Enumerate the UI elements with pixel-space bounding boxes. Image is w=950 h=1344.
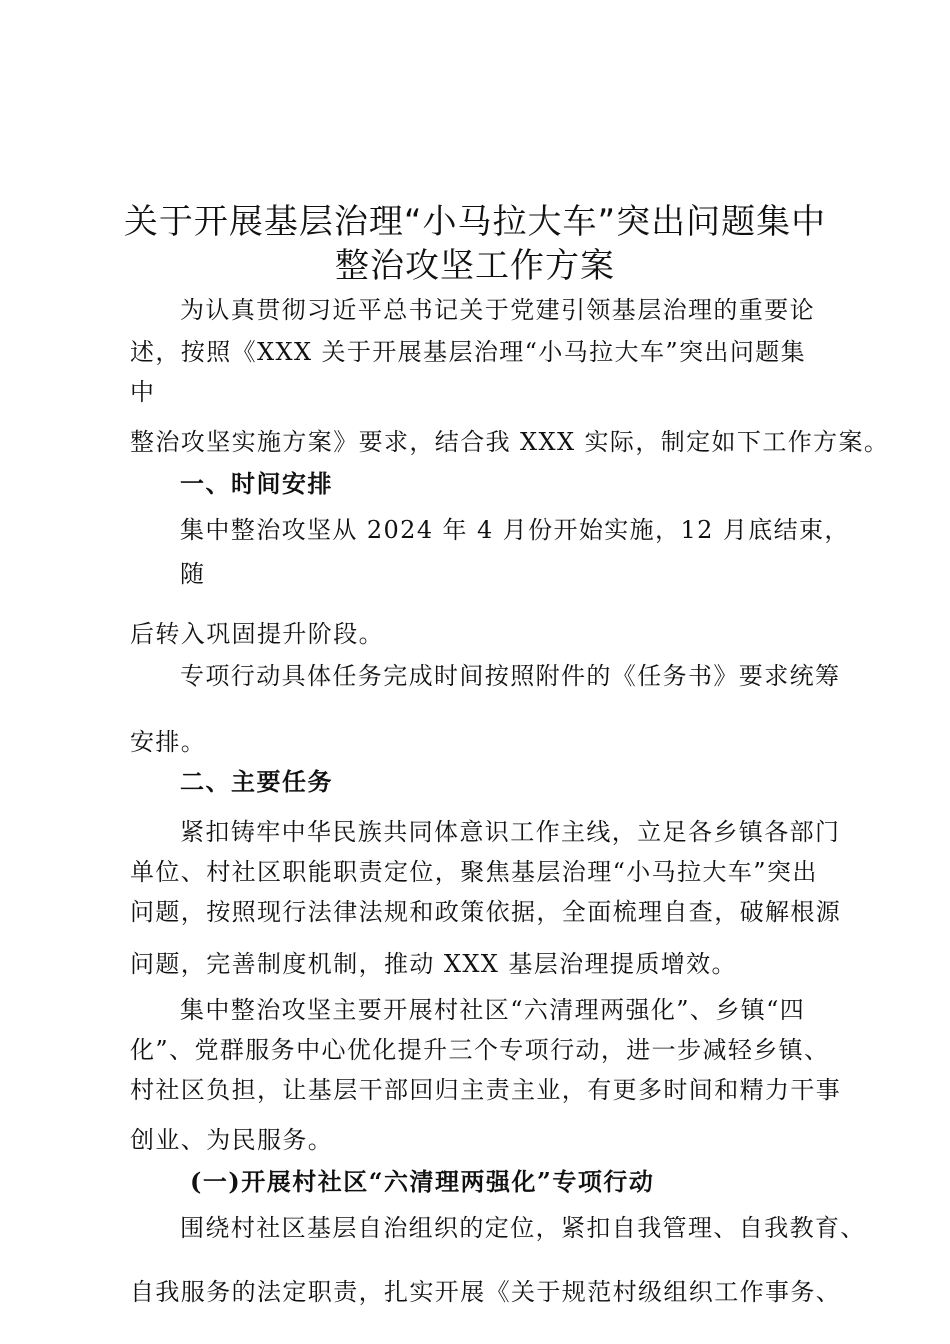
section-2-line-7: 村社区负担，让基层干部回归主责主业，有更多时间和精力干事 <box>130 1076 842 1104</box>
subsection-1-line-1: 围绕村社区基层自治组织的定位，紧扣自我管理、自我教育、 <box>180 1214 866 1242</box>
intro-line-4: 整治攻坚实施方案》要求，结合我 XXX 实际，制定如下工作方案。 <box>130 428 890 456</box>
section-1-heading: 一、时间安排 <box>180 470 333 498</box>
section-1-line-4: 专项行动具体任务完成时间按照附件的《任务书》要求统筹 <box>180 662 841 690</box>
section-2-line-3: 问题，按照现行法律法规和政策依据，全面梳理自查，破解根源 <box>130 898 842 926</box>
section-1-line-1: 集中整治攻坚从 2024 年 4 月份开始实施，12 月底结束， <box>180 516 850 544</box>
section-2-line-6: 化”、党群服务中心优化提升三个专项行动，进一步减轻乡镇、 <box>130 1036 830 1064</box>
intro-line-2: 述，按照《XXX 关于开展基层治理“小马拉大车”突出问题集 <box>130 338 807 366</box>
section-2-line-8: 创业、为民服务。 <box>130 1126 334 1154</box>
document-title-line-1: 关于开展基层治理“小马拉大车”突出问题集中 <box>123 202 827 242</box>
section-1-line-5: 安排。 <box>130 728 207 756</box>
intro-line-3: 中 <box>130 378 156 406</box>
section-2-line-2: 单位、村社区职能职责定位，聚焦基层治理“小马拉大车”突出 <box>130 858 818 886</box>
document-title-line-2: 整治攻坚工作方案 <box>335 246 615 286</box>
section-2-heading: 二、主要任务 <box>180 768 333 796</box>
intro-line-1: 为认真贯彻习近平总书记关于党建引领基层治理的重要论 <box>180 296 815 324</box>
subsection-1-line-2: 自我服务的法定职责，扎实开展《关于规范村级组织工作事务、 <box>130 1278 842 1306</box>
section-2-line-5: 集中整治攻坚主要开展村社区“六清理两强化”、乡镇“四 <box>180 996 806 1024</box>
section-2-line-1: 紧扣铸牢中华民族共同体意识工作主线，立足各乡镇各部门 <box>180 818 841 846</box>
section-1-line-2: 随 <box>180 560 206 588</box>
section-2-line-4: 问题，完善制度机制，推动 XXX 基层治理提质增效。 <box>130 950 737 978</box>
subsection-1-heading: (一)开展村社区“六清理两强化”专项行动 <box>190 1167 655 1196</box>
section-1-line-3: 后转入巩固提升阶段。 <box>130 620 384 648</box>
